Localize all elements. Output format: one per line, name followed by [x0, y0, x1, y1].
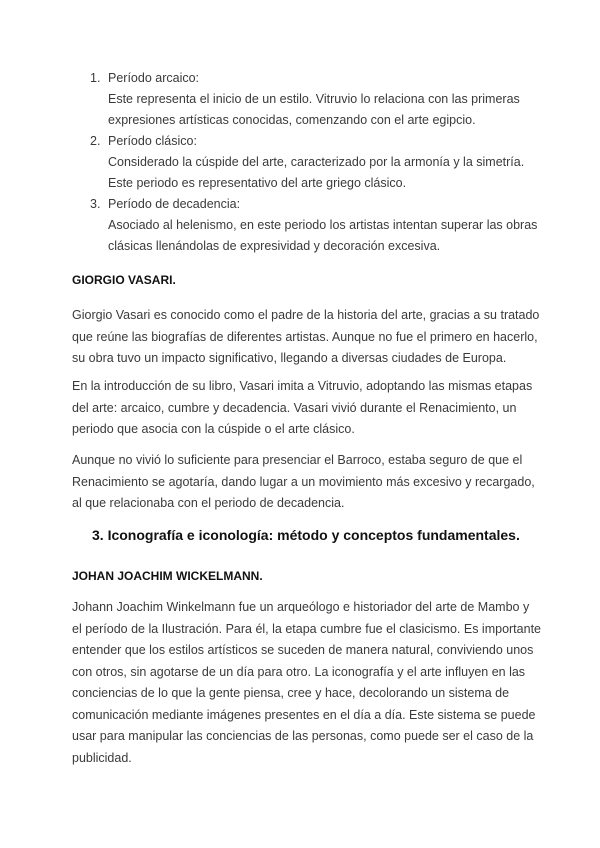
list-item-line: expresiones artísticas conocidas, comenzando con el arte egipcio. — [108, 113, 476, 127]
paragraph-line: con otros, sin agotarse de un día para otro. La iconografía y el arte influyen en las — [72, 664, 526, 679]
paragraph-line: comunicación mediante imágenes presentes en el día a día. Este sistema se puede — [72, 707, 536, 722]
paragraph-line: que reúne las biografías de diferentes artistas. Aunque no fue el primero en hacerlo, — [72, 329, 538, 344]
paragraph-line: Johann Joachim Winkelmann fue un arqueólogo e historiador del arte de Mambo y — [72, 600, 530, 614]
list-number: 2. — [90, 134, 101, 148]
list-item-line: Este periodo es representativo del arte griego clásico. — [108, 176, 407, 190]
paragraph-line: periodo que asocia con la cúspide o el arte clásico. — [72, 422, 355, 436]
list-item-title: Período clásico: — [108, 134, 197, 148]
list-item-line: Asociado al helenismo, en este periodo los artistas intentan superar las obras — [108, 218, 538, 232]
paragraph-line: Renacimiento se agotaría, dando lugar a un movimiento más excesivo y recargado, — [72, 474, 535, 489]
vasari-paragraph-2 — [72, 376, 542, 441]
paragraph-line: su obra tuvo un impacto significativo, llegando a diversas ciudades de Europa. — [72, 351, 507, 365]
list-item-title: Período de decadencia: — [108, 197, 241, 211]
list-number: 1. — [90, 71, 101, 85]
list-item — [90, 194, 550, 257]
vasari-paragraph-3 — [72, 450, 542, 515]
paragraph-line: usar para manipular las conciencias de las personas, como puede ser el caso de la — [72, 729, 534, 743]
vasari-heading: GIORGIO VASARI. — [72, 273, 176, 287]
paragraph-line: publicidad. — [72, 750, 132, 765]
paragraph-line: entender que los estilos artísticos se suceden de manera natural, conviviendo unos — [72, 643, 534, 657]
paragraph-line: al que relacionaba con el periodo de decadencia. — [72, 496, 345, 510]
paragraph-line: conciencias de lo que la gente piensa, cree y hace, decolorando un sistema de — [72, 686, 510, 700]
period-list — [90, 68, 550, 257]
list-item-title: Período arcaico: — [108, 71, 200, 85]
vasari-paragraph-1 — [72, 305, 542, 370]
paragraph-line: del arte: arcaico, cumbre y decadencia. Vasari vivió durante el Renacimiento, un — [72, 400, 517, 415]
list-item-line: Este representa el inicio de un estilo. Vitruvio lo relaciona con las primeras — [108, 92, 520, 106]
winckelmann-heading: JOHAN JOACHIM WICKELMANN. — [72, 569, 263, 583]
section-3-title: 3. Iconografía e iconología: método y conceptos fundamentales. — [92, 527, 520, 543]
list-number: 3. — [90, 197, 101, 211]
paragraph-line: Giorgio Vasari es conocido como el padre de la historia del arte, gracias a su tratado — [72, 308, 540, 322]
paragraph-line: Aunque no vivió lo suficiente para presenciar el Barroco, estaba seguro de que el — [72, 453, 523, 467]
paragraph-line: En la introducción de su libro, Vasari imita a Vitruvio, adoptando las mismas etapas — [72, 379, 533, 393]
list-item-line: Considerado la cúspide del arte, caracterizado por la armonía y la simetría. — [108, 155, 525, 169]
list-item — [90, 131, 550, 194]
list-item-line: clásicas llenándolas de expresividad y decoración excesiva. — [108, 239, 441, 253]
paragraph-line: el período de la Ilustración. Para él, la etapa cumbre fue el clasicismo. Es importante — [72, 621, 541, 636]
list-item — [90, 68, 550, 131]
winckelmann-paragraph — [72, 597, 542, 769]
